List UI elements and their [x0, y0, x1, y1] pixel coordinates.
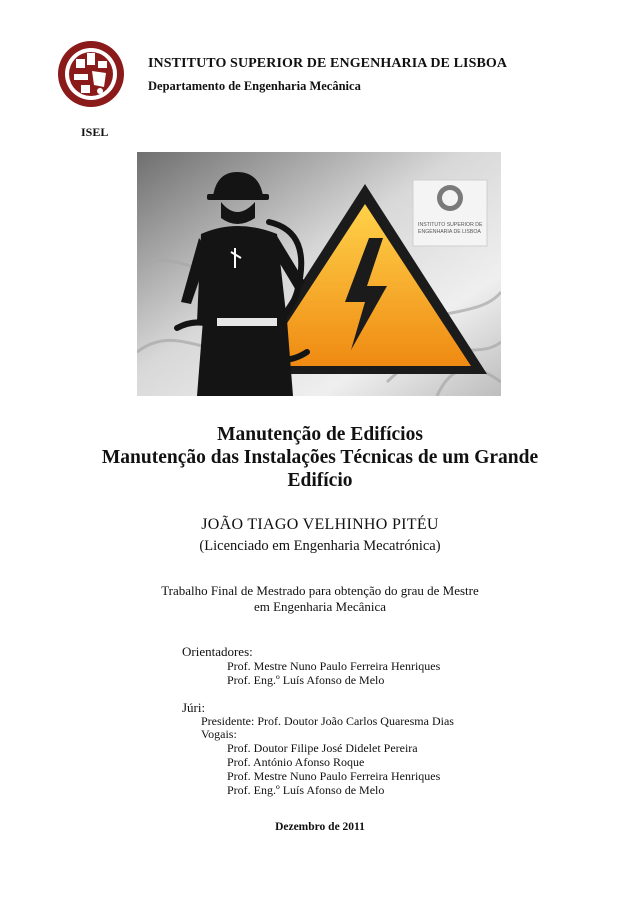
thesis-statement-line-2: em Engenharia Mecânica — [253, 599, 387, 614]
department-name: Departamento de Engenharia Mecânica — [148, 79, 361, 93]
author-degree: (Licenciado em Engenharia Mecatrónica) — [199, 538, 441, 554]
thesis-statement-line-1: Trabalho Final de Mestrado para obtenção do grau de Mestre — [161, 583, 479, 598]
cover-illustration — [137, 152, 501, 396]
title-line-3: Edifício — [287, 470, 353, 491]
institute-name: INSTITUTO SUPERIOR DE ENGENHARIA DE LISBOA — [148, 56, 508, 71]
seal-text-1: INSTITUTO SUPERIOR DE — [418, 222, 483, 228]
supervisor-name: Prof. Mestre Nuno Paulo Ferreira Henriques — [227, 659, 441, 673]
jury-member: Prof. Doutor Filipe José Didelet Pereira — [227, 741, 418, 755]
supervisor-name: Prof. Eng.º Luís Afonso de Melo — [227, 673, 385, 687]
jury-label: Júri: — [182, 700, 206, 715]
jury-members-label: Vogais: — [201, 727, 237, 741]
title-line-1: Manutenção de Edifícios — [217, 424, 423, 445]
jury-member: Prof. Mestre Nuno Paulo Ferreira Henriques — [227, 769, 441, 783]
jury-president: Presidente: Prof. Doutor João Carlos Quaresma Dias — [201, 714, 454, 728]
title-line-2: Manutenção das Instalações Técnicas de um Grande — [101, 447, 539, 468]
author-name: JOÃO TIAGO VELHINHO PITÉU — [201, 516, 439, 533]
date: Dezembro de 2011 — [275, 821, 365, 833]
seal-text-2: ENGENHARIA DE LISBOA — [418, 229, 481, 235]
supervisors-label: Orientadores: — [182, 644, 253, 659]
institute-abbreviation: ISEL — [81, 125, 109, 139]
jury-member: Prof. António Afonso Roque — [227, 755, 365, 769]
jury-member: Prof. Eng.º Luís Afonso de Melo — [227, 783, 385, 797]
isel-logo — [56, 39, 126, 109]
